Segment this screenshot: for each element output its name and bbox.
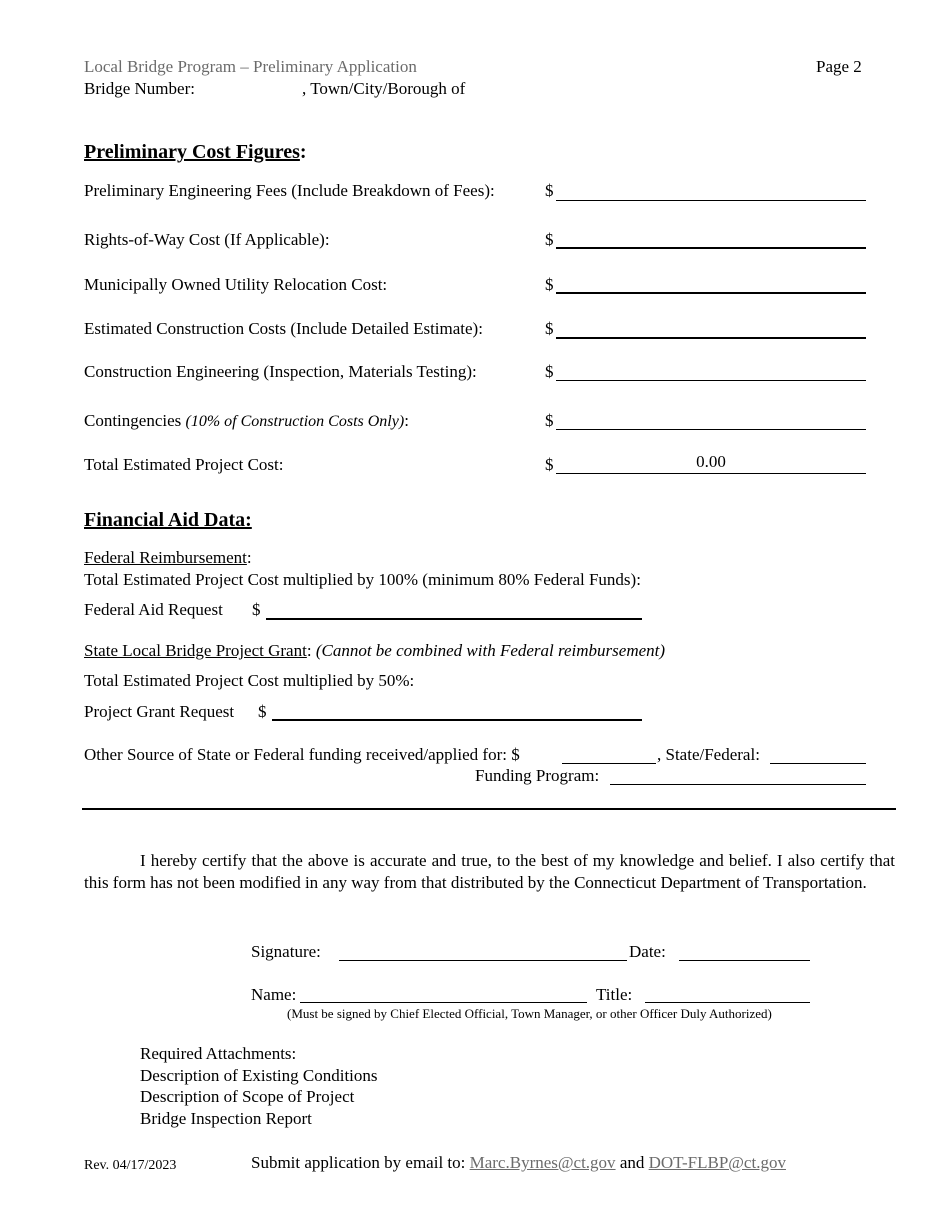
currency-sign: $ xyxy=(545,455,554,474)
cost-label-rights-of-way: Rights-of-Way Cost (If Applicable): xyxy=(84,230,330,249)
attachment-item: Description of Scope of Project xyxy=(140,1087,355,1106)
project-grant-request-field[interactable] xyxy=(272,719,642,721)
federal-title-suffix: : xyxy=(246,548,252,567)
federal-title-wrap xyxy=(84,548,252,568)
cost-label-preliminary-engineering: Preliminary Engineering Fees (Include Breakdown of Fees): xyxy=(84,181,495,200)
construction-engineering-field[interactable] xyxy=(556,380,866,381)
town-label: , Town/City/Borough of xyxy=(302,79,466,98)
cost-label-construction-engineering: Construction Engineering (Inspection, Materials Testing): xyxy=(84,362,477,381)
federal-aid-request-label: Federal Aid Request xyxy=(84,600,223,619)
title-field[interactable] xyxy=(645,1002,810,1003)
state-description: Total Estimated Project Cost multiplied by 50%: xyxy=(84,671,415,690)
submit-text: Submit application by email to: xyxy=(251,1153,470,1172)
state-grant-title: State Local Bridge Project Grant xyxy=(84,641,307,660)
cost-section-heading-wrap xyxy=(84,140,307,164)
email-link-marc-byrnes[interactable]: Marc.Byrnes@ct.gov xyxy=(469,1153,616,1172)
total-cost-field[interactable] xyxy=(556,473,866,474)
contingencies-label-note: (10% of Construction Costs Only) xyxy=(185,413,405,430)
page-number: Page 2 xyxy=(816,57,862,76)
cost-label-construction-costs: Estimated Construction Costs (Include Detailed Estimate): xyxy=(84,319,483,338)
utility-relocation-field[interactable] xyxy=(556,292,866,294)
email-link-dot-flbp[interactable]: DOT-FLBP@ct.gov xyxy=(648,1153,786,1172)
other-funding-amount-field[interactable] xyxy=(562,763,656,764)
federal-reimbursement-title: Federal Reimbursement xyxy=(84,548,247,567)
cost-section-heading-colon: : xyxy=(299,141,307,163)
signing-note: (Must be signed by Chief Elected Official, Town Manager, or other Officer Duly Authorized) xyxy=(287,1006,772,1021)
currency-sign: $ xyxy=(252,600,261,619)
rights-of-way-field[interactable] xyxy=(556,247,866,249)
title-label: Title: xyxy=(596,985,633,1004)
name-label: Name: xyxy=(251,985,297,1004)
program-title: Local Bridge Program – Preliminary Application xyxy=(84,57,417,76)
name-field[interactable] xyxy=(300,1002,587,1003)
total-cost-value: 0.00 xyxy=(696,452,726,471)
certification-text: I hereby certify that the above is accurate and true, to the best of my knowledge and belief. I also certify that this form has not been modified in any way from that distributed by the Connecticut Department of Transportation. xyxy=(84,851,895,892)
currency-sign: $ xyxy=(545,319,554,338)
federal-description: Total Estimated Project Cost multiplied by 100% (minimum 80% Federal Funds): xyxy=(84,570,641,589)
cost-label-total: Total Estimated Project Cost: xyxy=(84,455,284,474)
financial-heading-wrap xyxy=(84,508,252,532)
section-divider xyxy=(82,808,896,810)
contingencies-label-main: Contingencies xyxy=(84,411,186,430)
submit-instructions xyxy=(251,1153,786,1173)
construction-costs-field[interactable] xyxy=(556,337,866,339)
preliminary-engineering-field[interactable] xyxy=(556,200,866,201)
currency-sign: $ xyxy=(545,411,554,430)
attachment-item: Description of Existing Conditions xyxy=(140,1066,378,1085)
attachment-item: Bridge Inspection Report xyxy=(140,1109,312,1128)
state-title-suffix: : xyxy=(306,641,316,660)
currency-sign: $ xyxy=(545,362,554,381)
signature-field[interactable] xyxy=(339,960,627,961)
other-funding-label: Other Source of State or Federal funding received/applied for: $ xyxy=(84,745,520,764)
currency-sign: $ xyxy=(545,275,554,294)
funding-program-field[interactable] xyxy=(610,784,866,785)
financial-section-heading: Financial Aid Data: xyxy=(84,509,252,531)
currency-sign: $ xyxy=(258,702,267,721)
currency-sign: $ xyxy=(545,230,554,249)
signature-label: Signature: xyxy=(251,942,321,961)
contingencies-field[interactable] xyxy=(556,429,866,430)
cost-section-heading: Preliminary Cost Figures xyxy=(84,141,300,163)
funding-program-label: Funding Program: xyxy=(475,766,600,785)
state-grant-note: (Cannot be combined with Federal reimbursement) xyxy=(315,641,666,660)
and-text: and xyxy=(615,1153,649,1172)
state-title-wrap xyxy=(84,641,665,661)
bridge-number-label: Bridge Number: xyxy=(84,79,195,98)
cost-label-contingencies xyxy=(84,411,409,432)
federal-aid-request-field[interactable] xyxy=(266,618,642,620)
cost-label-utility-relocation: Municipally Owned Utility Relocation Cost: xyxy=(84,275,388,294)
project-grant-request-label: Project Grant Request xyxy=(84,702,235,721)
date-field[interactable] xyxy=(679,960,810,961)
state-federal-label: , State/Federal: xyxy=(657,745,760,764)
date-label: Date: xyxy=(629,942,666,961)
attachments-heading: Required Attachments: xyxy=(140,1044,297,1063)
contingencies-label-suffix: : xyxy=(404,411,409,430)
state-federal-field[interactable] xyxy=(770,763,866,764)
revision-date: Rev. 04/17/2023 xyxy=(84,1158,177,1173)
currency-sign: $ xyxy=(545,181,554,200)
